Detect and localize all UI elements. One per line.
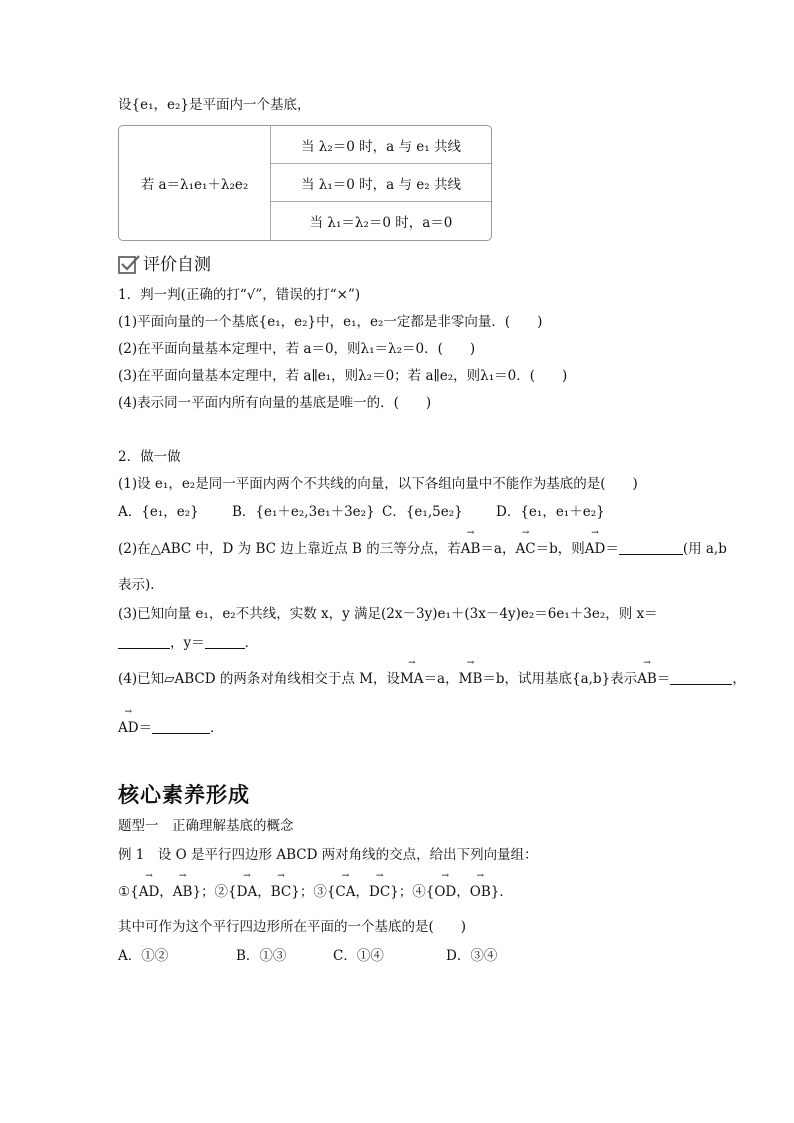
vector: → DC <box>369 883 390 901</box>
text: }． <box>490 884 513 900</box>
option-a: A．{e₁，e₂} <box>118 504 199 520</box>
q2-part4 <box>118 670 746 688</box>
text: ＝ <box>605 541 619 557</box>
option-b: B．①③ <box>236 948 287 964</box>
vector-ab: → AB <box>637 670 657 688</box>
text: (4)已知▱ABCD 的两条对角线相交于点 M，设 <box>118 671 400 687</box>
q2-part4-line2 <box>118 719 224 737</box>
q2-part3: (3)已知向量 e₁，e₂不共线，实数 x，y 满足(2x－3y)e₁＋(3x－4y)e₂＝6e₁＋3e₂，则 x＝ <box>118 606 658 622</box>
vector-ad: → AD <box>118 719 139 737</box>
text: ，y＝ <box>170 635 205 651</box>
q2-part2-end: 表示)． <box>118 577 164 593</box>
table-row: 当 λ₂＝0 时，a 与 e₁ 共线 <box>271 126 491 164</box>
table-row: 当 λ₁＝λ₂＝0 时，a＝0 <box>309 215 453 231</box>
vector: → OB <box>470 883 491 901</box>
q1-item: (1)平面向量的一个基底{e₁，e₂}中，e₁，e₂一定都是非零向量．( ) <box>118 314 543 330</box>
q2-part3-line2 <box>118 634 258 652</box>
vector: → OD <box>434 883 456 901</box>
q1-item: (2)在平面向量基本定理中，若 a＝0，则λ₁＝λ₂＝0．( ) <box>118 341 476 357</box>
text: ＝ <box>138 720 153 736</box>
answer-blank <box>670 671 732 685</box>
vector: → DA <box>237 883 258 901</box>
vector-ma: → MA <box>400 670 424 688</box>
text: }；④{ <box>390 884 435 900</box>
vector-groups <box>118 883 513 901</box>
question-type: 题型一 正确理解基底的概念 <box>118 818 294 834</box>
self-check-heading: 评价自测 <box>143 255 211 275</box>
option-c: C．①④ <box>333 948 384 964</box>
option-b: B．{e₁＋e₂,3e₁＋3e₂} <box>232 504 375 520</box>
answer-blank <box>205 635 245 649</box>
option-c: C．{e₁,5e₂} <box>382 504 463 520</box>
text: ， <box>159 884 173 900</box>
q1-head: 1．判一判(正确的打“√”，错误的打“×”) <box>118 287 361 303</box>
vector-mb: → MB <box>459 670 483 688</box>
option-a: A．①② <box>118 948 169 964</box>
text: ＝ <box>656 671 671 687</box>
text: ＝b，试用基底{a,b}表示 <box>482 671 638 687</box>
answer-blank <box>118 635 170 649</box>
answer-blank <box>152 720 210 734</box>
table-condition: 若 a＝λ₁e₁＋λ₂e₂ <box>119 126 271 240</box>
text: ， <box>732 671 746 687</box>
text: (用 a,b <box>682 541 727 557</box>
q2-part2 <box>118 540 727 558</box>
option-d: D．{e₁，e₁＋e₂} <box>496 504 605 520</box>
vector: → AD <box>139 883 160 901</box>
text: ， <box>257 884 271 900</box>
vector-ab: → AB <box>461 540 481 558</box>
q2-head: 2．做一做 <box>118 449 181 465</box>
q1-item: (3)在平面向量基本定理中，若 a∥e₁，则λ₂＝0；若 a∥e₂，则λ₁＝0．( ) <box>118 368 568 384</box>
text: ＝b，则 <box>535 541 585 557</box>
example-1: 例 1 设 O 是平行四边形 ABCD 两对角线的交点，给出下列向量组： <box>118 847 538 863</box>
vector: → CA <box>335 883 355 901</box>
option-d: D．③④ <box>446 948 498 964</box>
text: ， <box>456 884 470 900</box>
table-row: 当 λ₁＝0 时，a 与 e₂ 共线 <box>271 164 491 202</box>
text: ＝a， <box>480 541 516 557</box>
text: ． <box>244 635 259 651</box>
intro-text: 设{e₁，e₂}是平面内一个基底， <box>118 97 311 113</box>
text: }；②{ <box>192 884 237 900</box>
vector: → AB <box>173 883 193 901</box>
basis-table <box>118 125 492 241</box>
text: ． <box>210 720 224 736</box>
q1-item: (4)表示同一平面内所有向量的基底是唯一的．( ) <box>118 395 432 411</box>
text: ①{ <box>118 884 139 900</box>
vector-ad: → AD <box>585 540 606 558</box>
text: }；③{ <box>291 884 336 900</box>
section-title: 核心素养形成 <box>118 782 250 807</box>
q2-part1: (1)设 e₁，e₂是同一平面内两个不共线的向量，以下各组向量中不能作为基底的是( ) <box>118 476 638 492</box>
check-box-icon <box>118 254 140 276</box>
vector-ac: → AC <box>515 540 535 558</box>
text: ， <box>355 884 370 900</box>
answer-blank <box>619 541 683 555</box>
example-question: 其中可作为这个平行四边形所在平面的一个基底的是( ) <box>118 919 467 935</box>
vector: → BC <box>271 883 292 901</box>
text: ＝a， <box>423 671 459 687</box>
text: (2)在△ABC 中，D 为 BC 边上靠近点 B 的三等分点，若 <box>118 541 461 557</box>
